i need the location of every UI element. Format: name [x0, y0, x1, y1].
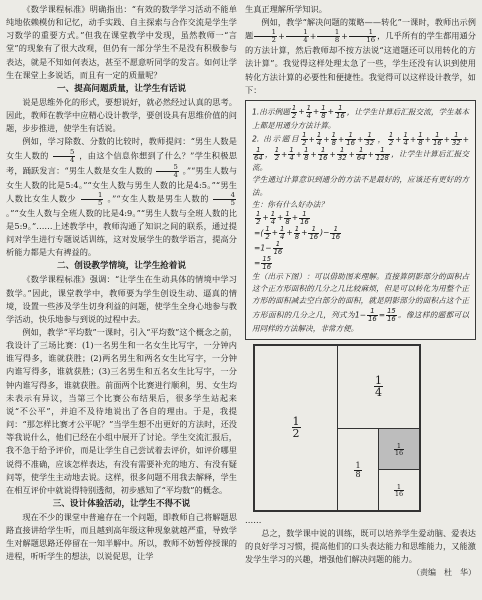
- area-quarter: [337, 345, 420, 429]
- left-column: [6, 3, 237, 598]
- fraction: $\frac{1}{16}$: [368, 306, 377, 323]
- fraction: $\frac{1}{4}$: [306, 103, 311, 120]
- lesson-design-box: [245, 100, 476, 340]
- box-line: 2. 出示题目 $\frac{1}{2}$ + $\frac{1}{4}$ + $\frac{1}{8}$ + $\frac{1}{16}$ + $\frac{1}{32}$ ， $\frac{1}{2}$ + $\frac{1}{4}$ + $\frac{1}{8}$ + $\frac{1}{16}$ + $\frac{1}{32}$ + $\frac{1}{64}$ ， $\frac{1}{2}$ + $\frac{1}{4}$ + $\frac{1}{8}$ + $\frac{1}{16}$ + $\frac{1}{32}$ + $\frac{1}{64}$ + $\frac{1}{128}$ ，让学生计算后汇报交流。: [252, 131, 469, 173]
- fraction: $\frac{1}{16}$: [331, 224, 341, 241]
- fraction-series: $\frac{1}{2}$ + $\frac{1}{4}$ + $\frac{1}{8}$ + $\frac{1}{16}$ + $\frac{1}{32}$ ， $\frac{1}{2}$ + $\frac{1}{4}$ + $\frac{1}{8}$ + $\frac{1}{16}$ + $\frac{1}{32}$ + $\frac{1}{64}$ ， $\frac{1}{2}$ + $\frac{1}{4}$ + $\frac{1}{8}$ + $\frac{1}{16}$ + $\frac{1}{32}$ + $\frac{1}{64}$ + $\frac{1}{128}$: [254, 131, 469, 163]
- section-heading-1: 一、提高问题质量，让学生有话说: [57, 83, 186, 94]
- fraction: $\frac{1}{16}$: [300, 209, 309, 226]
- fraction: $\frac{1}{4}$: [375, 374, 382, 400]
- fraction: $\frac{1}{8}$: [317, 29, 340, 44]
- fraction: $\frac{1}{8}$: [304, 146, 309, 163]
- box-line: 生（出示下图）：可以借助图来理解。直接算阴影部分的面积占这个正方形面积的几分之几比较麻烦，但是可以转化为用整个正方形的面积减去空白部分的面积，就是阴影部分的面积占这个正方形面积的几分之几，列式为1− $\frac{1}{16}$ = $\frac{15}{16}$ 。像这样的题都可以用同样的方法解决，非常方便。: [252, 271, 469, 333]
- fraction: $\frac{1}{2}$: [274, 146, 280, 163]
- paragraph: 生真正理解所学知识。: [245, 4, 327, 14]
- fraction: $\frac{1}{8}$: [321, 103, 326, 120]
- fraction: $\frac{1}{64}$: [356, 146, 366, 163]
- fraction: $\frac{1}{4}$: [270, 209, 276, 226]
- fraction: $\frac{1}{8}$: [355, 460, 361, 479]
- fraction: $\frac{1}{128}$: [375, 146, 389, 163]
- fraction: $\frac{1}{32}$: [337, 146, 347, 163]
- fraction: $\frac{1}{16}$: [273, 239, 283, 256]
- calc-step: =( $\frac{1}{2}$ + $\frac{1}{4}$ + $\frac{1}{8}$ + $\frac{1}{16}$ )− $\frac{1}{16}$: [254, 224, 341, 241]
- fraction: $\frac{1}{4}$: [403, 131, 408, 148]
- fraction: $\frac{1}{8}$: [331, 131, 336, 148]
- paragraph-example-problem: 例如，教学“解决问题的策略——转化”一课时，教师出示例题 $\frac{1}{2}$ + $\frac{1}{4}$ + $\frac{1}{8}$ + $\frac{1}{16}$ ，几乎所有的学生都用通分的方法计算，然后教师却不按方法说“这道题还可以用转化的方法计算”。我觉得这样处理太急了一些，学生还没有认识到使用转化方法计算的必要性和便捷性。我觉得可以这样设计教学，如下：: [245, 17, 476, 95]
- fraction: $\frac{1}{4}$: [316, 131, 322, 148]
- fraction: $\frac{1}{4}$: [289, 146, 294, 163]
- box-line: 生：你有什么好办法？: [252, 199, 328, 209]
- fraction: $\frac{1}{16}$: [318, 146, 328, 163]
- fraction: $\frac{1}{8}$: [294, 224, 300, 241]
- conclusion-paragraph: 总之，数学课中说的训练，既可以培养学生爱动脑、爱表达的良好学习习惯，提高他们的口头表达能力和思维能力，又能激发学生学习的兴趣，增强他们解决问题的能力。: [245, 527, 476, 565]
- area-sixteenth: [378, 469, 420, 511]
- paragraph-fraction-example: 例如，学习除数、分数的比较时，教师提问：“男生人数是女生人数的 $\frac{5}{4}$ ，由这个信息你想到了什么？”学生积极思考，踊跃发言：“男生人数是女生人数的 $\frac{5}{4}$ 。”“男生人数与女生人数的比是5:4。”“女生人数与男生人数的比是4:5。”“男生人数比女生人数少 $\frac{1}{5}$ 。”“女生人数是男生人数的 $\frac{4}{5}$ 。”“女生人数与全班人数的比是4:9。”“男生人数与全班人数的比是5:9。”……上述教学中，教师沟通了知识之间的联系，通过提问对学生进行专题说话训练，这对发展学生的数学语言，提高分析能力都是大有裨益的。: [6, 136, 237, 258]
- fraction: $\frac{1}{16}$: [432, 131, 442, 148]
- fraction-sum: $\frac{1}{2}$ + $\frac{1}{4}$ + $\frac{1}{8}$ + $\frac{1}{16}$: [291, 103, 345, 120]
- section-heading-2: 二、创设教学情境，让学生抢着说: [57, 261, 186, 272]
- calc-step: $\frac{1}{2}$ + $\frac{1}{4}$ + $\frac{1}{8}$ + $\frac{1}{16}$: [256, 209, 309, 226]
- fraction: $\frac{1}{16}$: [309, 224, 319, 241]
- fraction: $\frac{1}{64}$: [254, 146, 263, 163]
- fraction: $\frac{1}{2}$: [254, 29, 277, 44]
- fraction: $\frac{1}{5}$: [81, 192, 104, 207]
- fraction: $\frac{1}{4}$: [286, 29, 309, 44]
- fraction: $\frac{1}{2}$: [265, 224, 270, 241]
- paragraph: 现在不少的课堂中普遍存在一个问题，即教师自己将解题思路直接讲给学生听，而且越到高年级这种现象就越严重，导致学生对解题思路还停留在一知半解中。所以，教师不妨暂停授课的进程，听听学生的想法，以说促思，让学: [6, 512, 237, 562]
- fraction-sum: $\frac{1}{2}$ + $\frac{1}{4}$ + $\frac{1}{8}$ + $\frac{1}{16}$: [253, 31, 377, 41]
- fraction: $\frac{1}{2}$: [388, 131, 394, 148]
- area-eighth: [337, 428, 379, 511]
- right-column: [245, 3, 476, 598]
- paragraph: 说是思维外化的形式，要想说好，就必然经过认真的思考。因此，教师在教学中应精心设计教学，要创设具有思维价值的问题，步步推进，使学生有话说。: [6, 96, 237, 134]
- ellipsis: ……: [245, 514, 262, 525]
- area-model-diagram: [253, 344, 421, 512]
- fraction: $\frac{5}{4}$: [156, 164, 179, 179]
- calc-step: = $\frac{15}{16}$: [254, 254, 272, 271]
- calc-step: =1− $\frac{1}{16}$: [254, 239, 283, 256]
- fraction: $\frac{1}{16}$: [349, 29, 376, 44]
- fraction: $\frac{1}{32}$: [451, 131, 461, 148]
- fraction: $\frac{1}{8}$: [418, 131, 423, 148]
- section-heading-3: 三、设计体验活动，让学生不得不说: [52, 499, 191, 509]
- intro-paragraph: 《数学课程标准》明确指出：“有效的数学学习活动不能单纯地依赖模仿和记忆，动手实践、自主探索与合作交流是学生学习数学的重要方式。”但我在课堂教学中发现，虽然教师一“言堂”的现象有了很大改观，但仍有一部分学生不是没有积极参与表达，就是不知如何表达，甚至不愿意听同学的发言。如何让学生在课堂上多说话，而且有一定的质量呢？: [6, 4, 237, 80]
- fraction: $\frac{1}{4}$: [280, 224, 285, 241]
- box-line: 1.出示例题 $\frac{1}{2}$ + $\frac{1}{4}$ + $\frac{1}{8}$ + $\frac{1}{16}$ ，让学生计算后汇报交流，学生基本上都是用通分方法计算。: [252, 103, 469, 130]
- fraction: $\frac{1}{2}$: [302, 131, 307, 148]
- fraction: $\frac{1}{2}$: [291, 103, 297, 120]
- paragraph: 例如，教学“平均数”一课时，引入“平均数”这个概念之前，我设计了三场比赛：(1)一名男生和一名女生比写字，一分钟内谁写得多，谁就获胜；(2)两名男生和两名女生比写字，一分钟内谁写得多，谁就获胜；(3)三名男生和五名女生比写字，一分钟内谁写得多，谁就获胜。前面两个比赛进行顺利，男、女生均未表示有异议，当第三个比赛公布结果后，很多学生站起来说“不公平”，并迫不及待地说出了各自的理由。于是，我提问：“那怎样比赛才公平呢？”当学生想不出更好的方法时，还没等我说什么，他们已经在小组中展开了讨论。学生交流汇报后，我不急于给予评价，而是让学生自己尝试着去评价，如评价哪里说得不准确，应该怎样表达，有没有需要补充的地方、有没有疑问等，使学生主动地去说。这样，很多问题不用我去解释，学生在相互评价中就说得特别透彻，初步感知了“平均数”的概念。: [6, 326, 237, 495]
- fraction: $\frac{1}{32}$: [365, 131, 374, 148]
- area-half: [254, 345, 338, 511]
- fraction: $\frac{1}{16}$: [394, 482, 404, 499]
- fraction: $\frac{1}{16}$: [346, 131, 355, 148]
- box-line: 学生通过计算意识到通分的方法不是最好的，应该还有更好的方法。: [252, 175, 469, 197]
- area-sixteenth-gray: [378, 428, 420, 470]
- fraction: $\frac{5}{4}$: [53, 149, 76, 164]
- fraction: $\frac{4}{5}$: [213, 192, 236, 207]
- fraction: $\frac{1}{2}$: [256, 209, 261, 226]
- fraction: $\frac{1}{8}$: [285, 209, 290, 226]
- fraction: $\frac{15}{16}$: [387, 306, 396, 323]
- fraction: $\frac{1}{2}$: [292, 415, 300, 441]
- editor-signoff: （责编 杜 华）: [412, 568, 476, 578]
- fraction: $\frac{15}{16}$: [262, 254, 272, 271]
- fraction: $\frac{1}{16}$: [336, 103, 345, 120]
- fraction: $\frac{1}{16}$: [394, 441, 404, 458]
- paragraph: 《数学课程标准》强调：“让学生在生动具体的情境中学习数学。”因此，课堂教学中，教师要为学生创设生动、逼真的情境，设置一些涉及学生切身利益的问题，使学生全身心地参与教学活动，快乐地参与到说的过程中去。: [6, 274, 237, 324]
